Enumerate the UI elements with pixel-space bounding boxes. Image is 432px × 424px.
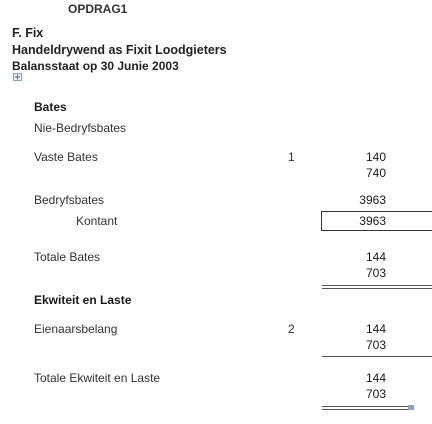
cash-label: Kontant bbox=[76, 214, 118, 228]
total-assets-underline-2 bbox=[322, 288, 432, 289]
current-assets-label: Bedryfsbates bbox=[34, 193, 105, 207]
business-name: Handeldrywend as Fixit Loodgieters bbox=[12, 43, 227, 57]
owners-equity-note: 2 bbox=[288, 322, 295, 336]
total-assets-amount-line1: 144 bbox=[365, 250, 386, 264]
owners-equity-underline bbox=[322, 356, 432, 357]
double-underline-cursor bbox=[408, 405, 414, 410]
company-name: F. Fix bbox=[12, 26, 44, 40]
fixed-assets-amount-line1: 140 bbox=[365, 150, 386, 164]
total-assets-label: Totale Bates bbox=[34, 250, 101, 264]
owners-equity-label: Eienaarsbelang bbox=[34, 322, 118, 336]
total-equity-label: Totale Ekwiteit en Laste bbox=[34, 371, 161, 385]
total-equity-underline-2 bbox=[322, 409, 410, 410]
document-heading: OPDRAG1 bbox=[68, 2, 128, 16]
total-assets-underline-1 bbox=[322, 285, 432, 286]
fixed-assets-label: Vaste Bates bbox=[34, 150, 98, 164]
cash-amount: 3963 bbox=[359, 214, 386, 228]
owners-equity-amount-line1: 144 bbox=[365, 322, 386, 336]
total-equity-underline-1 bbox=[322, 406, 410, 407]
fixed-assets-amount-line2: 740 bbox=[365, 166, 386, 180]
statement-title: Balansstaat op 30 Junie 2003 bbox=[12, 59, 179, 73]
total-equity-amount-line1: 144 bbox=[365, 371, 386, 385]
equity-title: Ekwiteit en Laste bbox=[34, 293, 132, 307]
current-assets-amount: 3963 bbox=[359, 193, 386, 207]
total-equity-amount-line2: 703 bbox=[365, 387, 386, 401]
fixed-assets-note: 1 bbox=[288, 150, 295, 164]
non-current-assets-label: Nie-Bedryfsbates bbox=[34, 121, 127, 135]
expand-plus-icon[interactable] bbox=[13, 73, 22, 81]
owners-equity-amount-line2: 703 bbox=[365, 338, 386, 352]
total-assets-amount-line2: 703 bbox=[365, 266, 386, 280]
assets-title: Bates bbox=[34, 100, 67, 114]
